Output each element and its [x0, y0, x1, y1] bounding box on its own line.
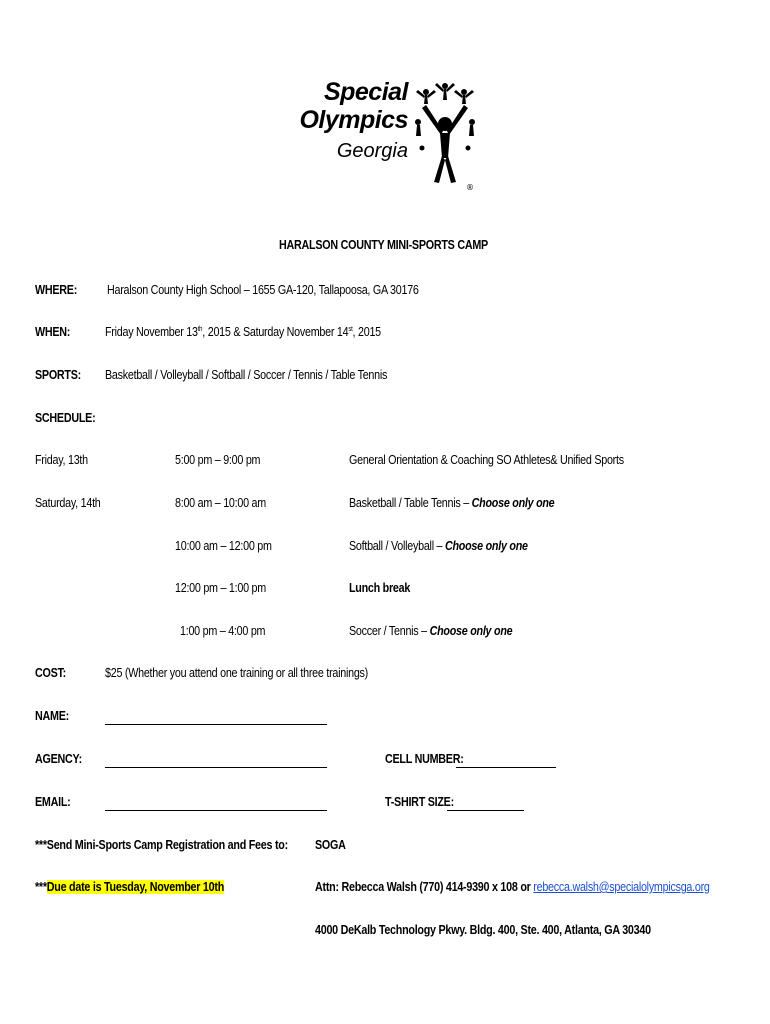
schedule-activity-3 [349, 539, 528, 553]
logo-wordmark [290, 78, 408, 164]
due-date-prefix: *** [35, 880, 47, 894]
page-title: HARALSON COUNTY MINI-SPORTS CAMP [279, 238, 488, 252]
schedule-day-2: Saturday, 14th [35, 496, 101, 510]
registered-mark: ® [466, 183, 474, 192]
schedule-time-3: 10:00 am – 12:00 pm [175, 539, 272, 553]
when-value [105, 325, 381, 339]
contact-email-link[interactable]: rebecca.walsh@specialolympicsga.org [533, 880, 710, 894]
schedule-label: SCHEDULE: [35, 411, 96, 425]
send-recipient: SOGA [315, 838, 346, 852]
logo-line-special: Special [323, 78, 408, 106]
agency-label: AGENCY: [35, 752, 82, 766]
schedule-activity-1: General Orientation & Coaching SO Athletes& Unified Sports [349, 453, 624, 467]
schedule-day-1: Friday, 13th [35, 453, 88, 467]
mailing-address: 4000 DeKalb Technology Pkwy. Bldg. 400, Ste. 400, Atlanta, GA 30340 [315, 923, 651, 937]
attn-text: Attn: Rebecca Walsh (770) 414-9390 x 108 or [315, 880, 534, 894]
tshirt-size-label: T-SHIRT SIZE: [385, 795, 454, 809]
schedule-activity-3-note: Choose only one [444, 539, 528, 553]
when-sup2: st [348, 325, 353, 333]
email-label: EMAIL: [35, 795, 71, 809]
special-olympics-figure-icon [412, 78, 478, 194]
schedule-time-2: 8:00 am – 10:00 am [175, 496, 266, 510]
logo-line-olympics: Olympics [299, 106, 408, 134]
name-label: NAME: [35, 709, 69, 723]
tshirt-size-blank-line[interactable] [447, 798, 524, 816]
schedule-activity-2-note: Choose only one [471, 496, 555, 510]
cell-number-label: CELL NUMBER: [385, 752, 464, 766]
attn-line [315, 880, 710, 894]
schedule-activity-4: Lunch break [349, 581, 411, 595]
where-value: Haralson County High School – 1655 GA-120, Tallapoosa, GA 30176 [107, 283, 419, 297]
schedule-activity-5-note: Choose only one [429, 624, 513, 638]
schedule-activity-3-text: Softball / Volleyball – [349, 539, 445, 553]
schedule-activity-5 [349, 624, 512, 638]
logo-line-georgia: Georgia [336, 140, 408, 162]
where-label: WHERE: [35, 283, 78, 297]
when-label: WHEN: [35, 325, 71, 339]
schedule-time-5: 1:00 pm – 4:00 pm [180, 624, 266, 638]
cost-value: $25 (Whether you attend one training or all three trainings) [105, 666, 368, 680]
schedule-time-1: 5:00 pm – 9:00 pm [175, 453, 261, 467]
agency-blank-line[interactable] [105, 755, 327, 773]
when-part3: , 2015 [352, 325, 381, 339]
due-date [35, 880, 224, 894]
cell-number-blank-line[interactable] [456, 755, 556, 773]
send-instruction: ***Send Mini-Sports Camp Registration and Fees to: [35, 838, 288, 852]
sports-value: Basketball / Volleyball / Softball / Soccer / Tennis / Table Tennis [105, 368, 388, 382]
schedule-time-4: 12:00 pm – 1:00 pm [175, 581, 266, 595]
schedule-activity-2 [349, 496, 554, 510]
sports-label: SPORTS: [35, 368, 81, 382]
when-part1: Friday November 13 [105, 325, 198, 339]
when-part2: , 2015 & Saturday November 14 [202, 325, 349, 339]
special-olympics-georgia-logo [290, 78, 490, 196]
cost-label: COST: [35, 666, 66, 680]
email-blank-line[interactable] [105, 798, 327, 816]
schedule-activity-2-text: Basketball / Table Tennis – [349, 496, 472, 510]
when-sup1: th [197, 325, 203, 333]
due-date-highlight: Due date is Tuesday, November 10th [46, 880, 225, 894]
schedule-activity-5-text: Soccer / Tennis – [349, 624, 430, 638]
name-blank-line[interactable] [105, 712, 327, 730]
